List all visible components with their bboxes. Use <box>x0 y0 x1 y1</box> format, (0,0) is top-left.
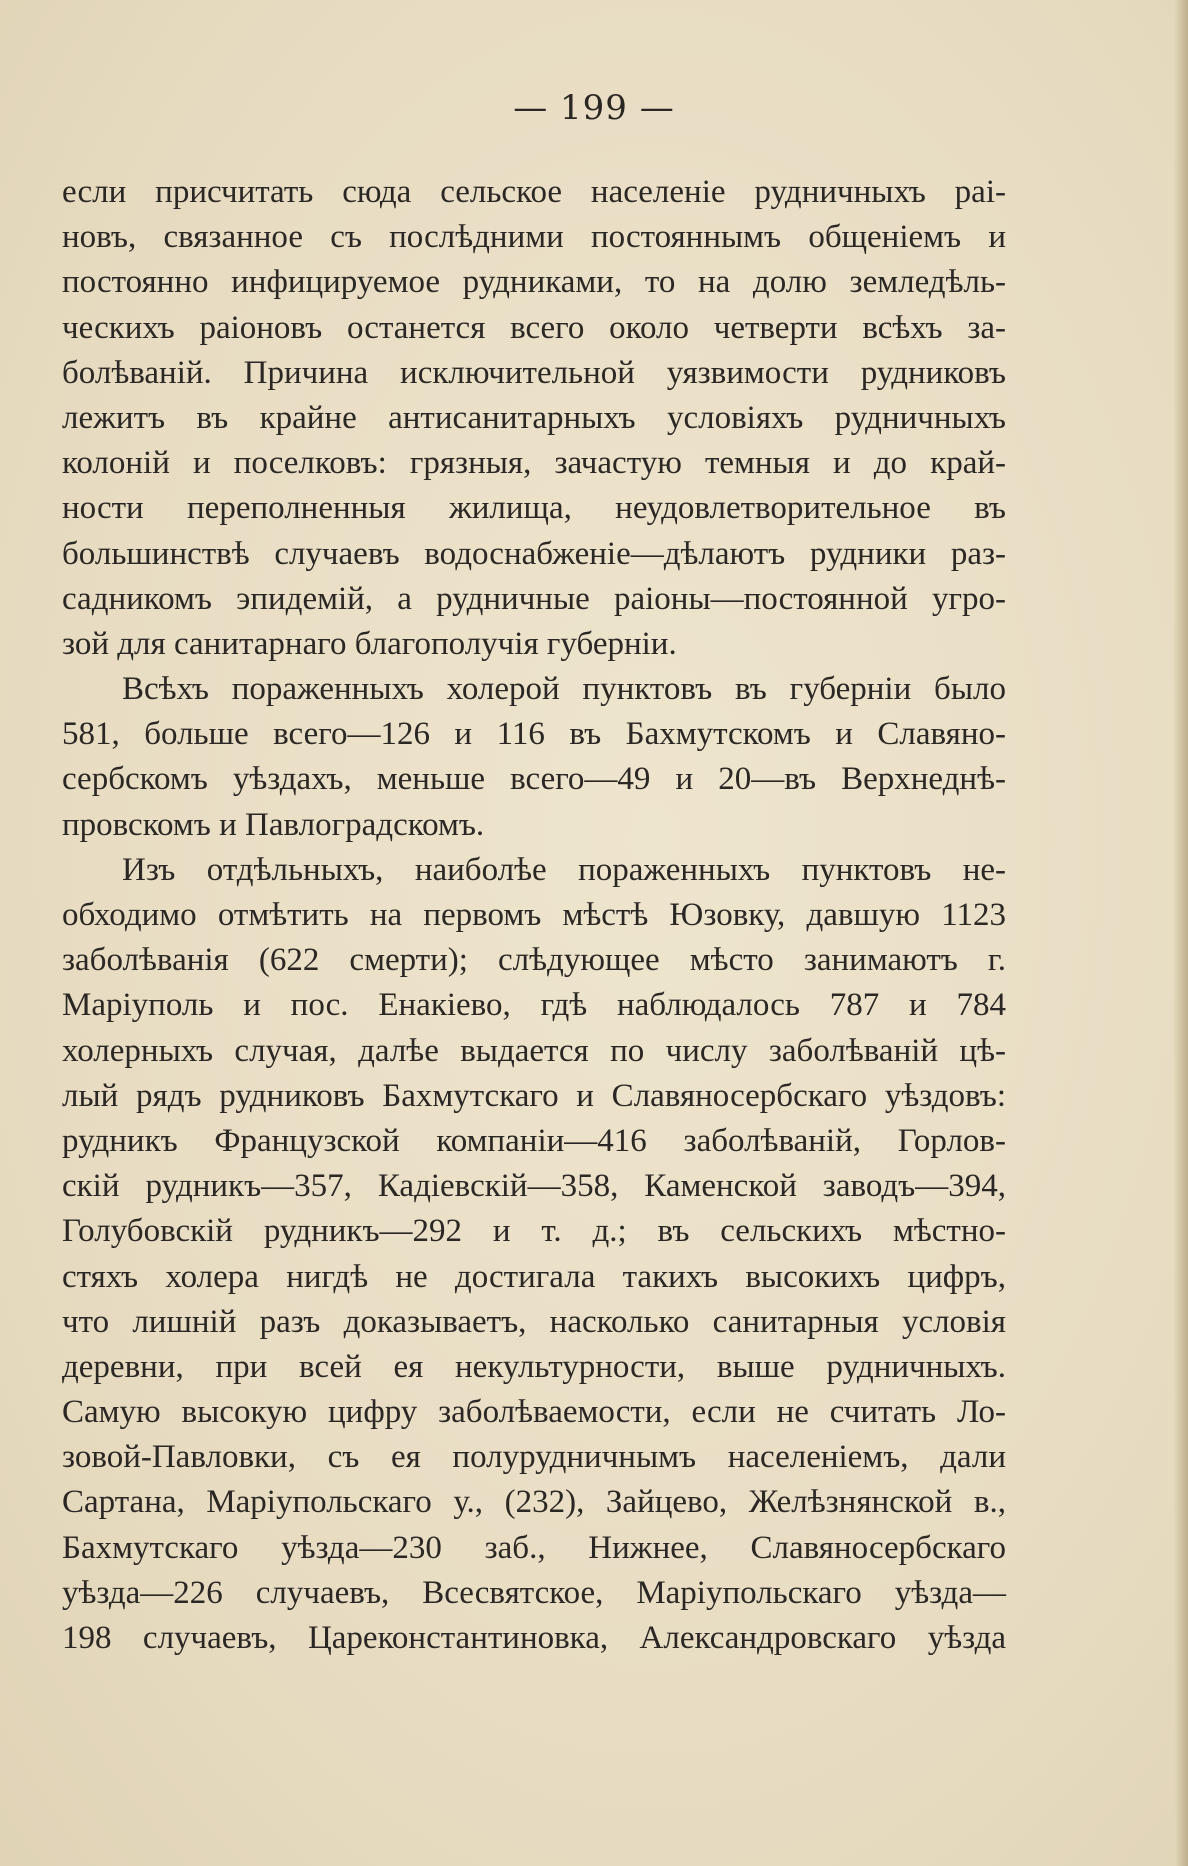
text-line: сербскомъ уѣздахъ, меньше всего—49 и 20—въ Верхнеднѣ- <box>62 761 1006 798</box>
text-line: ческихъ раіоновъ останется всего около четверти всѣхъ за- <box>62 309 1006 346</box>
text-line: новъ, связанное съ послѣдними постояннымъ общеніемъ и <box>62 219 1006 256</box>
text-line: Самую высокую цифру заболѣваемости, если не считать Ло- <box>62 1394 1006 1431</box>
text-line: Сартана, Маріупольскаго у., (232), Зайцево, Желѣзнянской в., <box>62 1484 1006 1521</box>
text-line: садникомъ эпидемій, а рудничные раіоны—постоянной угро- <box>62 580 1006 617</box>
text-line: если присчитать сюда сельское населеніе рудничныхъ раі- <box>62 174 1006 210</box>
text-line: лый рядъ рудниковъ Бахмутскаго и Славяносербскаго уѣздовъ: <box>62 1077 1006 1114</box>
body-text <box>62 170 1006 1661</box>
text-line: уѣзда—226 случаевъ, Всесвятское, Маріупольскаго уѣзда— <box>62 1574 1006 1611</box>
text-line: 198 случаевъ, Цареконстантиновка, Александровскаго уѣзда <box>62 1620 1006 1656</box>
page-number: — 199 — <box>513 88 675 128</box>
text-line: обходимо отмѣтить на первомъ мѣстѣ Юзовку, давшую 1123 <box>62 897 1006 933</box>
text-line: заболѣванія (622 смерти); слѣдующее мѣсто занимаютъ г. <box>62 942 1006 979</box>
text-line: Всѣхъ пораженныхъ холерой пунктовъ въ губерніи было <box>122 671 1006 708</box>
text-line: провскомъ и Павлоградскомъ. <box>62 806 485 843</box>
text-line: стяхъ холера нигдѣ не достигала такихъ высокихъ цифръ, <box>62 1258 1006 1295</box>
text-line: зой для санитарнаго благополучія губерніи. <box>62 625 677 662</box>
text-line: Голубовскій рудникъ—292 и т. д.; въ сельскихъ мѣстно- <box>62 1213 1006 1250</box>
text-line: болѣваній. Причина исключительной уязвимости рудниковъ <box>62 354 1006 391</box>
text-line: Бахмутскаго уѣзда—230 заб., Нижнее, Славяносербскаго <box>62 1529 1006 1566</box>
text-line: постоянно инфицируемое рудниками, то на долю земледѣль- <box>62 264 1006 301</box>
text-line: большинствѣ случаевъ водоснабженіе—дѣлаютъ рудники раз- <box>62 535 1006 572</box>
text-line: лежитъ въ крайне антисанитарныхъ условіяхъ рудничныхъ <box>62 399 1006 436</box>
page-edge <box>1174 0 1188 1866</box>
text-line: деревни, при всей ея некультурности, выше рудничныхъ. <box>62 1348 1006 1385</box>
text-line: колоній и поселковъ: грязныя, зачастую темныя и до край- <box>62 445 1006 482</box>
text-line: ности переполненныя жилища, неудовлетворительное въ <box>62 490 1006 527</box>
text-line: Маріуполь и пос. Енакіево, гдѣ наблюдалось 787 и 784 <box>62 987 1006 1024</box>
text-line: холерныхъ случая, далѣе выдается по числу заболѣваній цѣ- <box>62 1032 1006 1069</box>
text-line: что лишній разъ доказываетъ, насколько санитарныя условія <box>62 1303 1006 1340</box>
text-line: рудникъ Французской компаніи—416 заболѣваній, Горлов- <box>62 1122 1006 1159</box>
text-line: скій рудникъ—357, Кадіевскій—358, Каменской заводъ—394, <box>62 1168 1006 1205</box>
text-line: зовой-Павловки, съ ея полурудничнымъ населеніемъ, дали <box>62 1439 1006 1476</box>
text-line: Изъ отдѣльныхъ, наиболѣе пораженныхъ пунктовъ не- <box>122 851 1006 888</box>
text-line: 581, больше всего—126 и 116 въ Бахмутскомъ и Славяно- <box>62 716 1006 753</box>
